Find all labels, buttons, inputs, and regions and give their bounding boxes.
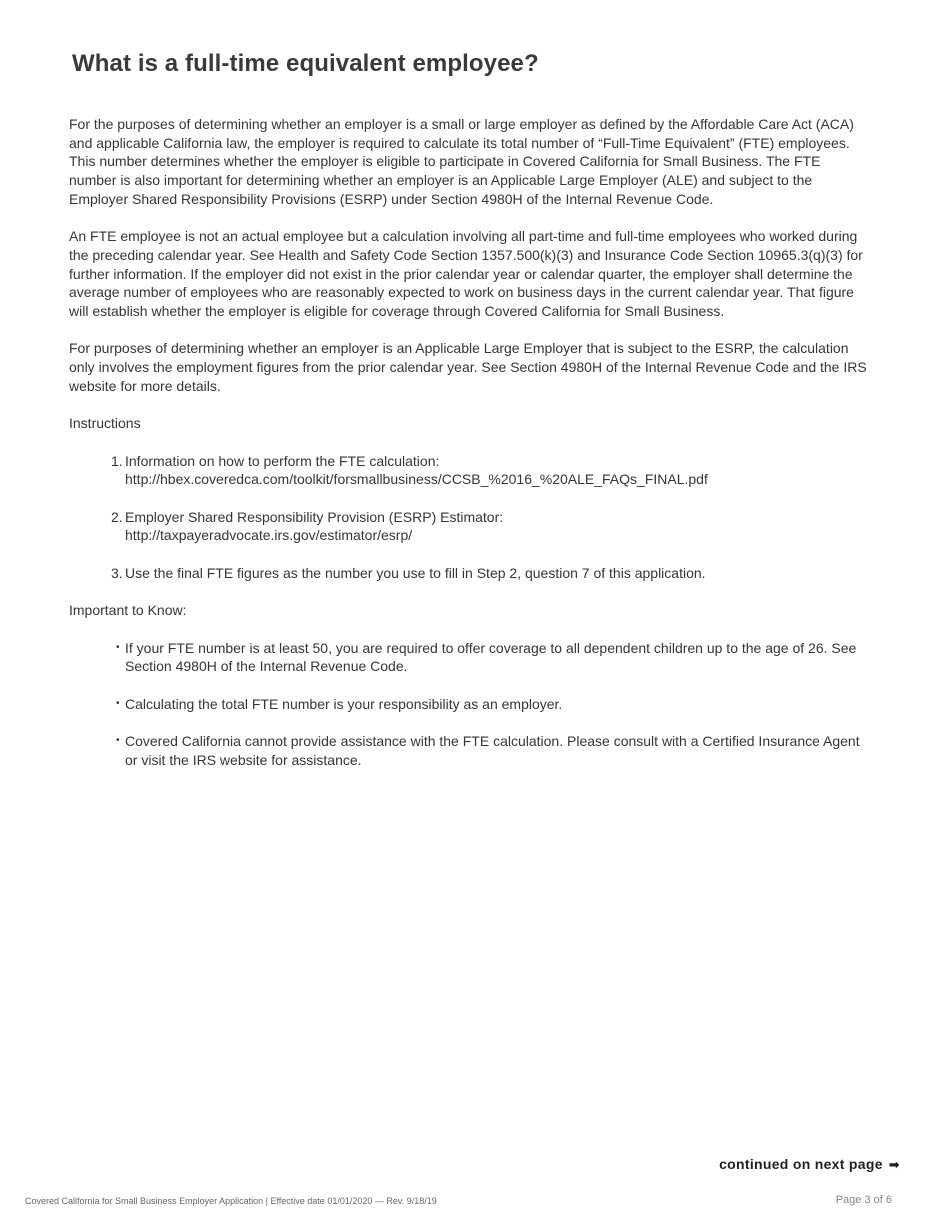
- important-text: Calculating the total FTE number is your responsibility as an employer.: [125, 695, 563, 712]
- list-item: [69, 564, 869, 583]
- right-arrow-icon: ➡: [888, 1157, 900, 1172]
- continued-notice: [719, 1156, 900, 1173]
- fte-faq-link[interactable]: http://hbex.coveredca.com/toolkit/forsmallbusiness/CCSB_%2016_%20ALE_FAQs_FINAL.pdf: [125, 471, 708, 488]
- list-number: 2.: [111, 508, 123, 525]
- continued-label: continued on next page: [719, 1156, 883, 1172]
- instruction-text: Employer Shared Responsibility Provision (ESRP) Estimator:: [125, 508, 504, 525]
- bullet-icon: •: [116, 735, 120, 747]
- paragraph-fte-purpose: For the purposes of determining whether an employer is a small or large employer as defined by the Affordable Care Act (ACA) and applicable California law, the employer is required to calculate its total number of “Full-Time Equivalent” (FTE) employees. This number determines whether the employer is eligible to participate in Covered California for Small Business. The FTE number is also important for determining whether an employer is an Applicable Large Employer (ALE) and subject to the Employer Shared Responsibility Provisions (ESRP) under Section 4980H of the Internal Revenue Code.: [69, 116, 854, 207]
- paragraph-fte-definition: An FTE employee is not an actual employee but a calculation involving all part-time and full-time employees who worked during the preceding calendar year. See Health and Safety Code Section 1357.500(k)(3) and Insurance Code Section 10965.3(q)(3) for further information. If the employer did not exist in the prior calendar year or calendar quarter, the employer shall determine the average number of employees who are reasonably expected to work on business days in the current calendar year. That figure will establish whether the employer is eligible for coverage through Covered California for Small Business.: [69, 228, 863, 320]
- list-item: [69, 695, 869, 714]
- list-item: [69, 508, 869, 545]
- page-number: Page 3 of 6: [835, 1194, 892, 1206]
- list-item: [69, 732, 869, 769]
- important-list: [69, 639, 869, 770]
- document-body: [69, 115, 869, 788]
- paragraph-esrp: For purposes of determining whether an employer is an Applicable Large Employer that is subject to the ESRP, the calculation only involves the employment figures from the prior calendar year. See Section 4980H of the Internal Revenue Code and the IRS website for more details.: [69, 340, 867, 394]
- important-label: Important to Know:: [69, 602, 187, 619]
- list-number: 1.: [111, 452, 123, 469]
- bullet-icon: •: [116, 697, 120, 709]
- instructions-list: [69, 452, 869, 583]
- list-item: [69, 452, 869, 489]
- instruction-text: Use the final FTE figures as the number you use to fill in Step 2, question 7 of this application.: [125, 564, 706, 581]
- important-text: If your FTE number is at least 50, you are required to offer coverage to all dependent children up to the age of 26. See Section 4980H of the Internal Revenue Code.: [125, 639, 857, 675]
- esrp-estimator-link[interactable]: http://taxpayeradvocate.irs.gov/estimator/esrp/: [125, 527, 413, 544]
- instruction-text: Information on how to perform the FTE calculation:: [125, 452, 440, 469]
- instructions-label: Instructions: [69, 415, 141, 432]
- list-item: [69, 639, 869, 676]
- important-text: Covered California cannot provide assistance with the FTE calculation. Please consult with a Certified Insurance Agent or visit the IRS website for assistance.: [125, 733, 860, 768]
- bullet-icon: •: [116, 641, 120, 653]
- page-title: What is a full-time equivalent employee?: [72, 50, 539, 77]
- list-number: 3.: [111, 564, 123, 581]
- footer-document-info: Covered California for Small Business Employer Application | Effective date 01/01/2020 — Rev. 9/18/19: [25, 1196, 437, 1206]
